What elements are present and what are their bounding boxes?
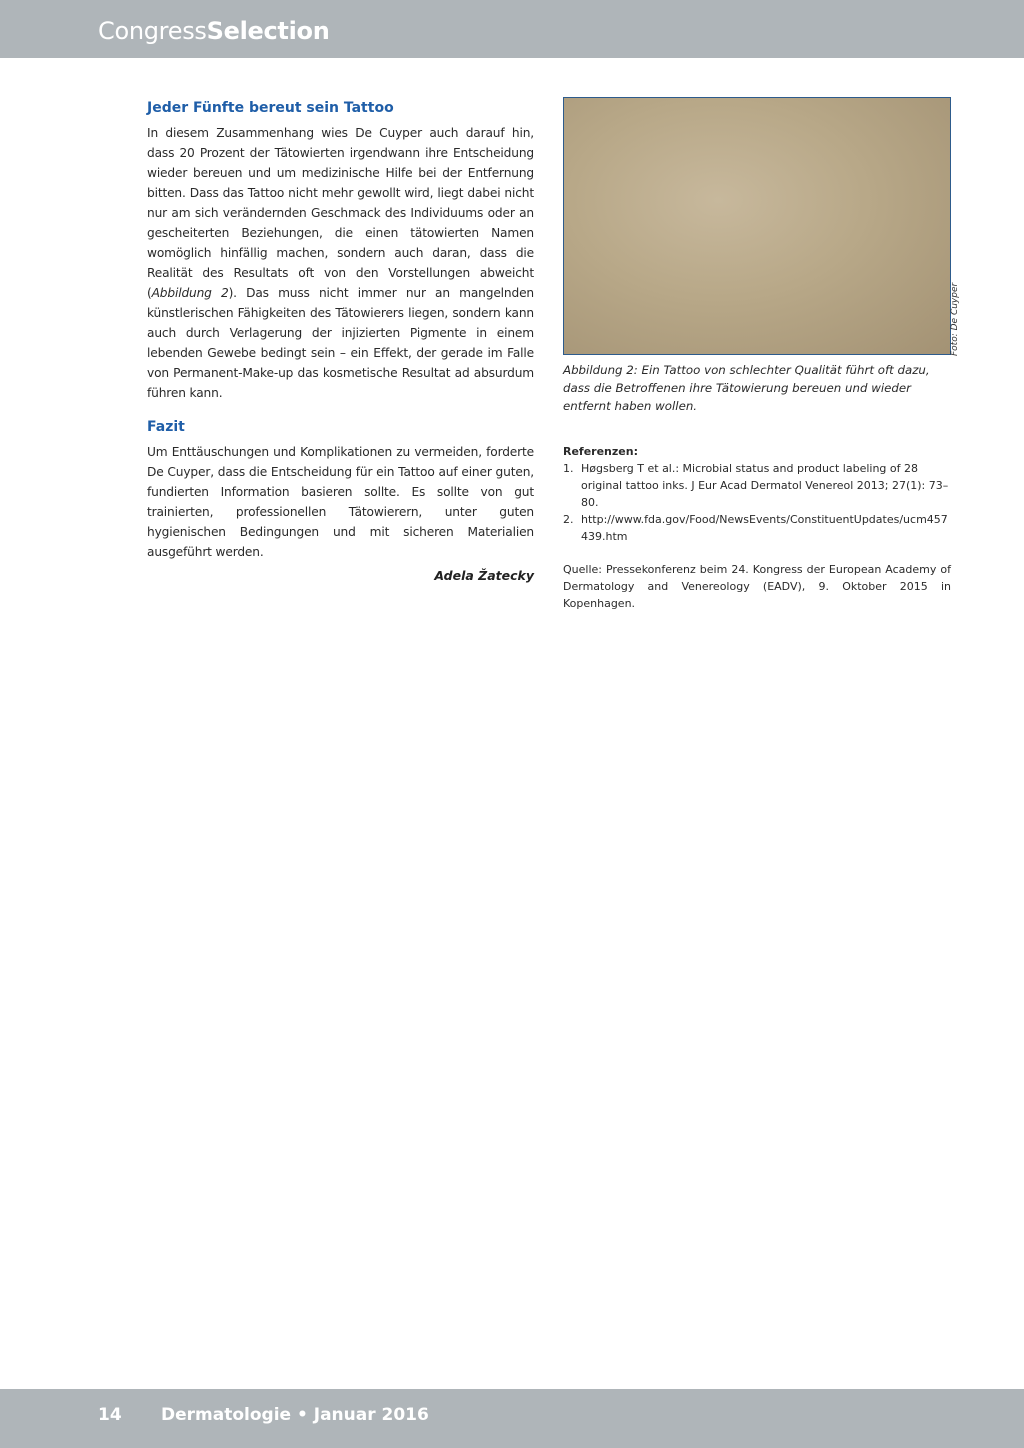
figure-caption: Abbildung 2: Ein Tattoo von schlechter Qualität führt oft dazu, dass die Betroffenen ihre Tätowierung bereuen und wieder entfernt haben wollen. <box>563 363 930 413</box>
section-heading-conclusion: Fazit <box>147 419 185 435</box>
references <box>563 443 951 545</box>
skin-background <box>564 98 950 354</box>
reference-item <box>563 460 951 511</box>
paragraph-conclusion: Um Enttäuschungen und Komplikationen zu vermeiden, forderte De Cuyper, dass die Entscheidung für ein Tattoo auf einer guten, fundierten Information basieren sollte. Es sollte von gut trainierten, professionellen Tätowierern, unter guten hygienischen Bedingungen und mit sicheren Materialien ausgeführt werden. <box>147 445 534 559</box>
reference-item <box>563 511 951 545</box>
brand-bold: Selection <box>206 17 330 45</box>
references-title: Referenzen: <box>563 445 638 458</box>
paragraph-regret-part1: In diesem Zusammenhang wies De Cuyper auch darauf hin, dass 20 Prozent der Tätowierten irgendwann ihre Entscheidung wieder bereuen und um medizinische Hilfe bei der Entfernung bitten. Dass das Tattoo nicht mehr gewollt wird, liegt dabei nicht nur am sich verändernden Geschmack des Individuums oder an gescheiterten Beziehungen, die einen tätowierten Namen womöglich hinfällig machen, sondern auch daran, dass die Realität des Resultats oft von den Vorstellungen abweicht ( <box>147 126 534 300</box>
figure-reference: Abbildung 2 <box>151 286 229 300</box>
section-heading-regret: Jeder Fünfte bereut sein Tattoo <box>147 100 394 116</box>
journal-issue: Dermatologie • Januar 2016 <box>161 1405 429 1425</box>
paragraph-regret <box>147 123 534 403</box>
footer-bar <box>0 1389 1024 1448</box>
paragraph-regret-part2: ). Das muss nicht immer nur an mangelnden künstlerischen Fähigkeiten des Tätowierers liegen, sondern kann auch durch Verlagerung der injizierten Pigmente in einem lebenden Gewebe bedingt sein – ein Effekt, der gerade im Falle von Permanent-Make-up das kosmetische Resultat ad absurdum führen kann. <box>147 286 534 400</box>
left-column <box>147 98 534 583</box>
tattoo-photo <box>563 97 951 355</box>
source-note: Quelle: Pressekonferenz beim 24. Kongress der European Academy of Dermatology and Venereology (EADV), 9. Oktober 2015 in Kopenhagen. <box>563 563 951 610</box>
reference-number: 1. <box>563 462 574 475</box>
brand-light: Congress <box>98 17 207 45</box>
reference-number: 2. <box>563 513 574 526</box>
photo-credit: Foto: De Cuyper <box>950 282 960 356</box>
reference-text: Høgsberg T et al.: Microbial status and product labeling of 28 original tattoo inks. J Eur Acad Dermatol Venereol 2013; 27(1): 73–80. <box>581 462 949 509</box>
right-column <box>563 97 951 612</box>
page-number: 14 <box>98 1405 122 1425</box>
author-name: Adela Žatecky <box>434 568 534 583</box>
reference-link[interactable]: http://www.fda.gov/Food/NewsEvents/ConstituentUpdates/ucm457439.htm <box>581 513 948 543</box>
brand-logo <box>98 17 329 45</box>
